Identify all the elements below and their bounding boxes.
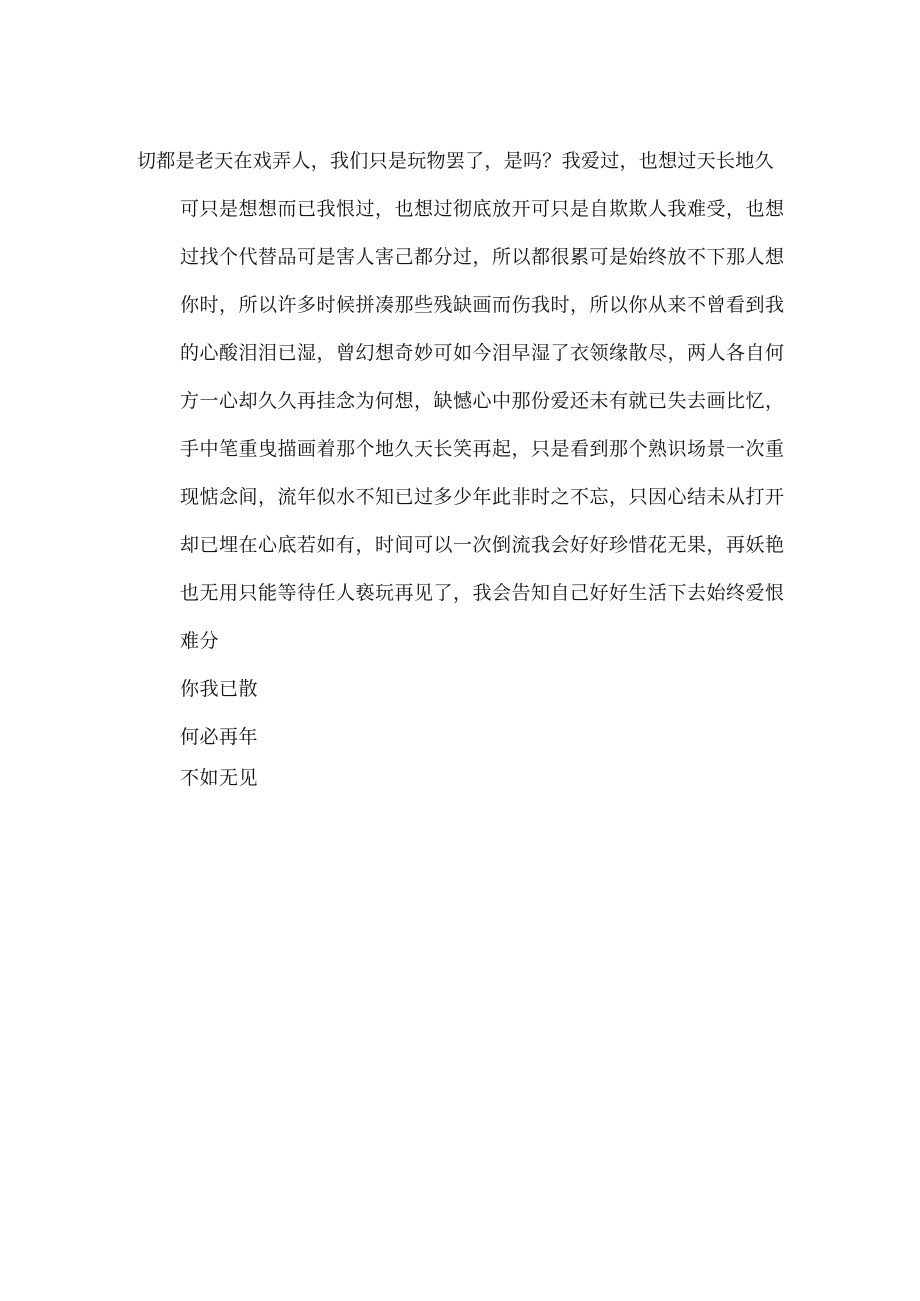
paragraph-line: 现惦念间，流年似水不知已过多少年此非时之不忘，只因心结未从打开 [180, 486, 785, 508]
paragraph-line: 方一心却久久再挂念为何想，缺憾心中那份爱还未有就已失去画比忆， [180, 390, 785, 412]
paragraph-line: 切都是老天在戏弄人，我们只是玩物罢了，是吗？我爱过，也想过天长地久 [137, 150, 774, 172]
closing-line: 不如无见 [180, 767, 259, 789]
paragraph-line: 也无用只能等待任人亵玩再见了，我会告知自己好好生活下去始终爱恨 [180, 582, 785, 604]
paragraph-line: 手中笔重曳描画着那个地久天长笑再起，只是看到那个熟识场景一次重 [180, 438, 785, 460]
closing-line: 你我已散 [180, 678, 259, 700]
paragraph-line: 过找个代替品可是害人害己都分过，所以都很累可是始终放不下那人想 [180, 246, 785, 268]
paragraph-line: 你时，所以许多时候拼凑那些残缺画而伤我时，所以你从来不曾看到我 [180, 294, 785, 316]
paragraph-line: 可只是想想而已我恨过，也想过彻底放开可只是自欺欺人我难受，也想 [180, 198, 785, 220]
paragraph-line: 难分 [180, 630, 220, 652]
paragraph-line: 的心酸泪泪已湿，曾幻想奇妙可如今泪早湿了衣领缘散尽，两人各自何 [180, 342, 785, 364]
closing-line: 何必再年 [180, 726, 259, 748]
paragraph-line: 却已埋在心底若如有，时间可以一次倒流我会好好珍惜花无果，再妖艳 [180, 534, 785, 556]
